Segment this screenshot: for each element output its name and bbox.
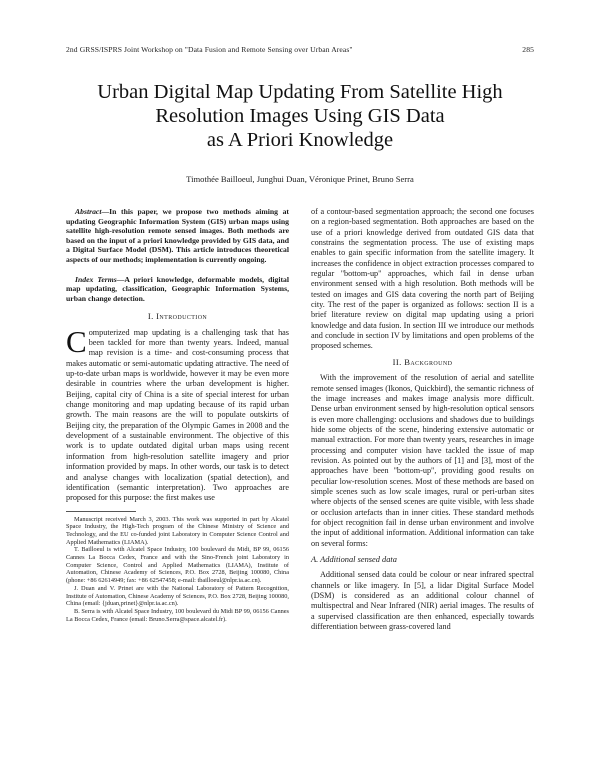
introduction-paragraph — [66, 323, 289, 504]
right-column — [311, 207, 534, 632]
footnote: Manuscript received March 3, 2003. This work was supported in part by Alcatel Space Industry, the High-Tech program of the Chinese Ministry of Science and Technology, and the EU co-funded joint Laboratory in Computer Science Control and Applied Mathematics (LIAMA). — [66, 515, 289, 546]
footnote: T. Bailloeul is with Alcatel Space Industry, 100 boulevard du Midi, BP 99, 06156 Cannes La Bocca Cedex, France and with the Sino-French joint Laboratory in Computer Science, Control and Applied Mathematics (LIAMA), Institute of Automation, Chinese Academy of Sciences, P.O. Box 2728, Beijing 100080, China (phone: +86 62614949; fax: +86 62547458; e-mail: tbailloeul@nlpr.ia.ac.cn). — [66, 546, 289, 585]
footnote: J. Duan and V. Prinet are with the National Laboratory of Pattern Recognition, Institute of Automation, Chinese Academy of Sciences, P.O. Box 2728, Beijing 100080, China (email: {jduan,prinet}@nlpr.ia.ac.cn). — [66, 584, 289, 608]
drop-cap: C — [66, 323, 87, 359]
background-paragraph: With the improvement of the resolution of aerial and satellite remote sensed images (Ikonos, Quickbird), the semantic richness of the image increases and makes image analysis more difficult. Dense urban environment sensed by high-resolution optical sensors is even more challenging: occlusions and shadows due to buildings hide some objects of the scene, hindering extensive automatic or manual extraction. For more than twenty years, researches in image processing and computer vision have tackled the issue of map revision. As pointed out by the authors of [1] and [3], most of the approaches have been "bottom-up", providing good results on peculiar low-resolution scenes. Most of these methods are based on simple scenes such as low scale images, rural or peri-urban sites where objects of the sensed scenes are quite visible, with less shade or occlusion artefacts than in inner cities. These standard methods for object recognition fail in dense urban environment and involve the input of additional information. Additional information can take on several forms: — [311, 373, 534, 548]
abstract-text: —In this paper, we propose two methods aiming at updating Geographic Information System (GIS) urban maps using satellite high-resolution remote sensed images. Both methods are based on the input of a priori knowledge provided by GIS data, and a Digital Surface Model (DSM). This article introduces theoretical aspects of our methods; implementation is currently ongoing. — [66, 207, 289, 264]
footnote: B. Serra is with Alcatel Space Industry, 100 boulevard du Midi BP 99, 06156 Cannes La Bocca Cedex, France (email: Bruno.Serra@space.alcatel.fr). — [66, 607, 289, 623]
introduction-text: omputerized map updating is a challenging task that has been tackled for more than twenty years. Indeed, manual map revision is a time- and cost-consuming process that makes automatic or semi-automatic updating attractive. The need of up-to-date urban maps is worldwide, however it may be even more desirable in countries where the urban development is higher. Beijing, capital city of China is a site of special interest for urban change monitoring and map updating because of its rapid urban growth. The main reasons are the will to populate outskirts of Beijing city, the preparation of the Olympic Games in 2008 and the development of a sustainable environment. The objective of this work is to update outdated digital urban maps using recent information from high-resolution satellite imagery and prior information provided by maps. In other words, our task is to detect and analyse changes with localization (spatial detection), and identification (semantic interpretation). Two approaches are proposed for this purpose: the first makes use — [66, 327, 289, 503]
running-header — [66, 45, 534, 54]
paper-title — [60, 80, 540, 152]
index-terms-text: —A priori knowledge, deformable models, digital map updating, classification, Geographic Information Systems, urban change detection. — [66, 274, 289, 303]
venue-text: 2nd GRSS/ISPRS Joint Workshop on "Data Fusion and Remote Sensing over Urban Areas" — [66, 45, 353, 54]
section-heading-background: II. Background — [392, 356, 453, 367]
abstract — [66, 207, 289, 265]
page-number: 285 — [522, 45, 534, 54]
index-terms — [66, 275, 289, 304]
footnote-divider — [66, 511, 136, 512]
section-heading-introduction: I. Introduction — [147, 311, 208, 322]
subsection-heading-additional-sensed-data: A. Additional sensed data — [311, 555, 397, 564]
index-terms-label: Index Terms — [75, 274, 117, 284]
title-line-2: Resolution Images Using GIS Data — [155, 105, 445, 127]
abstract-label: Abstract — [75, 207, 102, 216]
title-line-3: as A Priori Knowledge — [206, 129, 394, 151]
author-list: Timothée Bailloeul, Junghui Duan, Véronique Prinet, Bruno Serra — [186, 174, 414, 184]
left-column — [66, 207, 289, 623]
introduction-continuation: of a contour-based segmentation approach; the second one focuses on a region-based segmentation. Both approaches are based on the use of a priori knowledge derived from outdated GIS data that constrains the segmentation process. The use of existing maps enables to gain specific information from the satellite imagery. It increases the confidence in object extraction processes compared to regular "bottom-up" approaches, which fail in dense urban environment sensed with a high resolution. Both methods will be tested on images and GIS data covering the north part of Beijing city. The rest of the paper is organized as follows: section II is a brief literature review on digital map updating using a priori knowledge and data fusion. In section III we introduce our methods and conclude in section IV by limitations and open problems of the proposed schemes. — [311, 207, 534, 351]
footnotes — [66, 516, 289, 624]
title-line-1: Urban Digital Map Updating From Satellite High — [97, 81, 503, 103]
subsection-paragraph: Additional sensed data could be colour or near infrared spectral channels or like imagery. In [5], a lidar Digital Surface Model (DSM) is considered as an additional colour channel of multispectral and Near Infrared (NIR) aerial images. The results of a supervised classification are then enhanced, especially towards differentiation between grass-covered land — [311, 570, 534, 632]
